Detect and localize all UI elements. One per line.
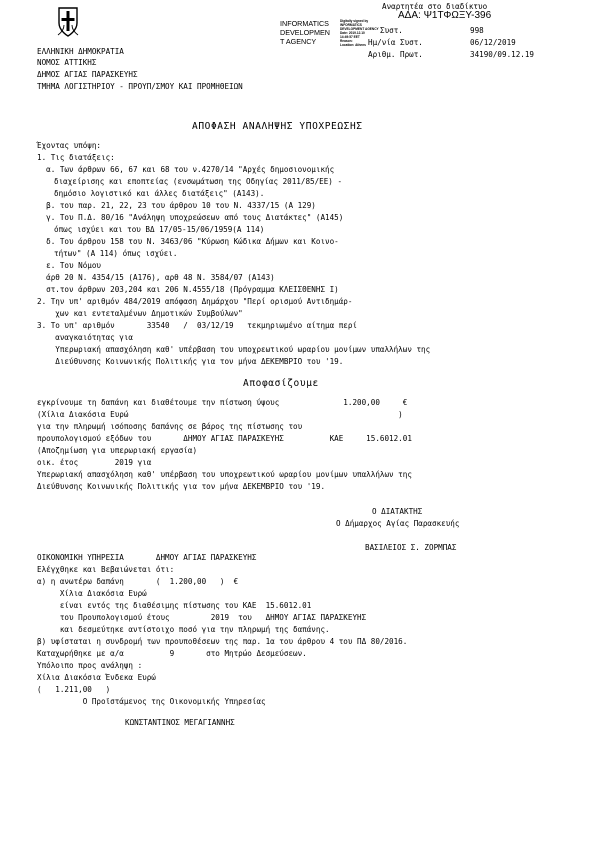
signature-detail-1: INFORMATICS <box>340 23 362 27</box>
signature-detail-4: 14:49:57 EET <box>340 35 360 39</box>
decision-line-6: Υπερωριακή απασχόληση καθ' υπέρβαση του υποχρεωτικού ωραρίου μονίμων υπαλλήλων της <box>37 470 412 479</box>
considering-line-14: χων και εντεταλμένων Δημοτικών Συμβούλων" <box>37 309 243 318</box>
signature-tag-line-1: INFORMATICS <box>280 19 329 28</box>
finance-line-1: Ελέγχθηκε και Βεβαιώνεται ότι: <box>37 565 175 574</box>
considering-line-18: Διεύθυνσης Κοινωνικής Πολιτικής για τον μήνα ΔΕΚΕΜΒΡΙΟ του '19. <box>37 357 344 366</box>
decision-line-5: οικ. έτος 2019 για <box>37 458 152 467</box>
decision-line-1: (Χίλια Διακόσια Ευρώ ) <box>37 410 403 419</box>
signature-detail-5: Reason: <box>340 39 353 43</box>
issuer-line-2: ΔΗΜΟΣ ΑΓΙΑΣ ΠΑΡΑΣΚΕΥΗΣ <box>37 70 138 79</box>
considering-line-3: διαχείρισης και εποπτείας (ενσωμάτωση της Οδηγίας 2011/85/ΕΕ) - <box>54 177 343 186</box>
considering-line-12: στ.τον άρθρων 203,204 και 206 Ν.4555/18 (Πρόγραμμα ΚΛΕΙΣΘΕΝΗΣ Ι) <box>37 285 339 294</box>
meta-value-system-date: 06/12/2019 <box>470 38 516 47</box>
considering-line-17: Υπερωριακή απασχόληση καθ' υπέρβαση του υποχρεωτικού ωραρίου μονίμων υπαλλήλων της <box>37 345 431 354</box>
finance-line-6: και δεσμεύτηκε αντίστοιχο ποσό για την πληρωμή της δαπάνης. <box>37 625 330 634</box>
issuer-line-0: ΕΛΛΗΝΙΚΗ ΔΗΜΟΚΡΑΤΙΑ <box>37 47 124 56</box>
decision-line-0: εγκρίνουμε τη δαπάνη και διαθέτουμε την πίστωση ύψους 1.200,00 € <box>37 398 408 407</box>
finance-line-8: Καταχωρήθηκε με α/α 9 στο Μητρώο Δεσμεύσεων. <box>37 649 307 658</box>
signature-detail-6: Location: Athens <box>340 43 366 47</box>
meta-label-system-date: Ημ/νία Συστ. <box>368 38 423 47</box>
meta-label-protocol: Αριθμ. Πρωτ. <box>368 50 423 59</box>
considering-line-1: 1. Τις διατάξεις: <box>37 153 115 162</box>
finance-line-0: ΟΙΚΟΝΟΜΙΚΗ ΥΠΗΡΕΣΙΑ ΔΗΜΟΥ ΑΓΙΑΣ ΠΑΡΑΣΚΕΥΗΣ <box>37 553 257 562</box>
ada-code: ΑΔΑ: Ψ1ΤΦΩΞΥ-396 <box>398 10 492 21</box>
considering-line-2: α. Των άρθρων 66, 67 και 68 του ν.4270/14 "Αρχές δημοσιονομικής <box>37 165 335 174</box>
finance-line-10: Χίλια Διακόσια Ένδεκα Ευρώ <box>37 673 156 682</box>
signature-detail-2: DEVELOPMENT AGENCY <box>340 27 379 31</box>
finance-line-4: είναι εντός της διαθέσιμης πίστωσης του ΚΑΕ 15.6012.01 <box>37 601 312 610</box>
authorizer-name: ΒΑΣΙΛΕΙΟΣ Σ. ΖΟΡΜΠΑΣ <box>365 543 457 552</box>
hellenic-republic-emblem-icon <box>56 5 80 39</box>
considering-line-16: αναγκαιότητας για <box>37 333 134 342</box>
meta-value-system: 998 <box>470 26 484 35</box>
decision-line-2: για την πληρωμή ισόποσης δαπάνης σε βάρος της πίστωσης του <box>37 422 303 431</box>
decide-heading: Αποφασίζουμε <box>243 378 319 389</box>
signature-tag-line-2: DEVELOPMEN <box>280 28 330 37</box>
considering-line-0: Έχοντας υπόψη: <box>37 141 102 150</box>
considering-line-8: δ. Του άρθρου 158 του Ν. 3463/06 "Κύρωση Κώδικα Δήμων και Κοινο- <box>37 237 339 246</box>
posted-online-note: Αναρτητέα στο διαδίκτυο <box>382 2 488 11</box>
considering-line-7: όπως ισχύει και του ΒΔ 17/05-15/06/1959(Α 114) <box>54 225 265 234</box>
finance-line-3: Χίλια Διακόσια Ευρώ <box>37 589 147 598</box>
signature-tag-line-3: T AGENCY <box>280 37 317 46</box>
finance-line-5: του Προυπολογισμού έτους 2019 του ΔΗΜΟΥ ΑΓΙΑΣ ΠΑΡΑΣΚΕΥΗΣ <box>37 613 367 622</box>
considering-line-11: άρθ 20 Ν. 4354/15 (Α176), αρθ 48 Ν. 3584/07 (Α143) <box>37 273 275 282</box>
considering-line-15: 3. Το υπ' αριθμόν 33540 / 03/12/19 τεκμηριωμένο αίτημα περί <box>37 321 358 330</box>
considering-line-13: 2. Την υπ' αριθμόν 484/2019 απόφαση Δημάρχου "Περί ορισμού Αντιδημάρ- <box>37 297 353 306</box>
finance-signer-name: ΚΩΝΣΤΑΝΤΙΝΟΣ ΜΕΓΑΓΙΑΝΝΗΣ <box>125 718 235 727</box>
finance-line-7: β) υφίσταται η συνδρομή των προυποθέσεων της παρ. 1α του άρθρου 4 του ΠΔ 80/2016. <box>37 637 408 646</box>
finance-line-2: α) η ανωτέρω δαπάνη ( 1.200,00 ) € <box>37 577 239 586</box>
meta-label-system: Συστ. <box>380 26 403 35</box>
decision-line-4: (Αποζημίωση για υπερωριακή εργασία) <box>37 446 198 455</box>
considering-line-5: β. του παρ. 21, 22, 23 του άρθρου 10 του Ν. 4337/15 (Α 129) <box>37 201 316 210</box>
signature-detail-3: Date: 2019.12.10 <box>340 31 365 35</box>
considering-line-9: τήτων" (Α 114) όπως ισχύει. <box>54 249 178 258</box>
finance-line-11: ( 1.211,00 ) <box>37 685 111 694</box>
decision-line-7: Διεύθυνσης Κοινωνικής Πολιτικής για τον μήνα ΔΕΚΕΜΒΡΙΟ του '19. <box>37 482 326 491</box>
authorizer-role: Ο ΔΙΑΤΑΚΤΗΣ <box>372 507 423 516</box>
considering-line-6: γ. Του Π.Δ. 80/16 "Ανάληψη υποχρεώσεων από τους Διατάκτες" (Α145) <box>37 213 344 222</box>
issuer-line-3: ΤΜΗΜΑ ΛΟΓΙΣΤΗΡΙΟΥ - ΠΡΟΥΠ/ΣΜΟΥ ΚΑΙ ΠΡΟΜΗΘΕΙΩΝ <box>37 82 243 91</box>
issuer-line-1: ΝΟΜΟΣ ΑΤΤΙΚΗΣ <box>37 58 97 67</box>
decision-line-3: προυπολογισμού εξόδων του ΔΗΜΟΥ ΑΓΙΑΣ ΠΑΡΑΣΚΕΥΗΣ ΚΑΕ 15.6012.01 <box>37 434 412 443</box>
considering-line-10: ε. Του Νόμου <box>37 261 102 270</box>
signature-detail-0: Digitally signed by <box>340 19 369 23</box>
finance-line-9: Υπόλοιπο προς ανάληψη : <box>37 661 143 670</box>
document-title: ΑΠΟΦΑΣΗ ΑΝΑΛΗΨΗΣ ΥΠΟΧΡΕΩΣΗΣ <box>192 121 363 132</box>
meta-value-protocol: 34190/09.12.19 <box>470 50 535 59</box>
finance-line-12: Ο Προϊστάμενος της Οικονομικής Υπηρεσίας <box>37 697 266 706</box>
authorizer-title: Ο Δήμαρχος Αγίας Παρασκευής <box>336 519 460 528</box>
considering-line-4: δημόσιο λογιστικό και άλλες διατάξεις" (Α143). <box>54 189 265 198</box>
